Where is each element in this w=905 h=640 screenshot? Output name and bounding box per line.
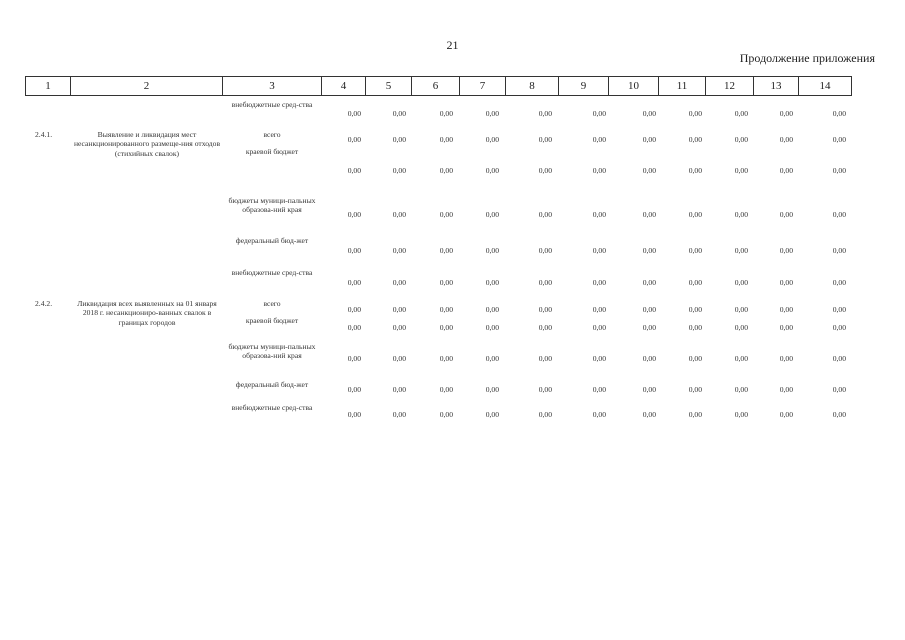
- value-cell: 0,00: [538, 385, 552, 394]
- value-cell: 0,00: [485, 246, 499, 255]
- value-cell: 0,00: [592, 278, 606, 287]
- row-label-municipal: бюджеты муници-пальных образова-ний края: [228, 196, 316, 215]
- value-cell: 0,00: [347, 246, 361, 255]
- value-cell: 0,00: [832, 354, 846, 363]
- section-code-2-4-1: 2.4.1.: [35, 130, 53, 139]
- value-cell: 0,00: [485, 166, 499, 175]
- value-cell: 0,00: [347, 385, 361, 394]
- value-cell: 0,00: [439, 166, 453, 175]
- col-header-8: 8: [506, 77, 559, 95]
- row-label-regional: краевой бюджет: [245, 316, 299, 325]
- row-label-offbudget: внебюджетные сред-ства: [231, 268, 313, 277]
- value-cell: 0,00: [832, 246, 846, 255]
- value-cell: 0,00: [642, 278, 656, 287]
- value-cell: 0,00: [538, 354, 552, 363]
- col-header-2: 2: [71, 77, 223, 95]
- value-cell: 0,00: [642, 166, 656, 175]
- value-cell: 0,00: [592, 210, 606, 219]
- value-cell: 0,00: [734, 246, 748, 255]
- value-cell: 0,00: [688, 166, 702, 175]
- value-cell: 0,00: [642, 109, 656, 118]
- value-cell: 0,00: [688, 410, 702, 419]
- value-cell: 0,00: [779, 323, 793, 332]
- value-cell: 0,00: [439, 323, 453, 332]
- value-cell: 0,00: [485, 385, 499, 394]
- value-cell: 0,00: [439, 109, 453, 118]
- value-cell: 0,00: [779, 305, 793, 314]
- value-cell: 0,00: [439, 278, 453, 287]
- col-header-7: 7: [460, 77, 506, 95]
- value-cell: 0,00: [439, 305, 453, 314]
- col-header-6: 6: [412, 77, 460, 95]
- value-cell: 0,00: [779, 109, 793, 118]
- section-name-2-4-1: Выявление и ликвидация мест несанкционированного размеще-ния отходов (стихийных свалок): [73, 130, 221, 158]
- value-cell: 0,00: [538, 166, 552, 175]
- value-cell: 0,00: [592, 109, 606, 118]
- value-cell: 0,00: [538, 410, 552, 419]
- value-cell: 0,00: [734, 323, 748, 332]
- value-cell: 0,00: [688, 278, 702, 287]
- value-cell: 0,00: [392, 385, 406, 394]
- col-header-14: 14: [819, 80, 831, 92]
- value-cell: 0,00: [592, 166, 606, 175]
- value-cell: 0,00: [688, 354, 702, 363]
- value-cell: 0,00: [538, 305, 552, 314]
- col-header-9: 9: [559, 77, 609, 95]
- value-cell: 0,00: [734, 166, 748, 175]
- value-cell: 0,00: [485, 278, 499, 287]
- value-cell: 0,00: [832, 109, 846, 118]
- value-cell: 0,00: [538, 323, 552, 332]
- value-cell: 0,00: [392, 305, 406, 314]
- value-cell: 0,00: [779, 246, 793, 255]
- value-cell: 0,00: [779, 166, 793, 175]
- row-label-offbudget: внебюджетные сред-ства: [231, 100, 313, 109]
- value-cell: 0,00: [392, 166, 406, 175]
- value-cell: 0,00: [485, 109, 499, 118]
- value-cell: 0,00: [688, 385, 702, 394]
- value-cell: 0,00: [485, 410, 499, 419]
- value-cell: 0,00: [642, 246, 656, 255]
- value-cell: 0,00: [642, 305, 656, 314]
- value-cell: 0,00: [734, 385, 748, 394]
- value-cell: 0,00: [642, 323, 656, 332]
- value-cell: 0,00: [392, 323, 406, 332]
- value-cell: 0,00: [832, 385, 846, 394]
- value-cell: 0,00: [347, 278, 361, 287]
- value-cell: 0,00: [832, 410, 846, 419]
- value-cell: 0,00: [688, 323, 702, 332]
- row-label-federal: федеральный бюд-жет: [235, 380, 309, 389]
- value-cell: 0,00: [734, 354, 748, 363]
- value-cell: 0,00: [734, 109, 748, 118]
- col-header-11: 11: [659, 77, 706, 95]
- value-cell: 0,00: [592, 246, 606, 255]
- row-label-offbudget: внебюджетные сред-ства: [231, 403, 313, 412]
- value-cell: 0,00: [779, 135, 793, 144]
- table-header: [25, 76, 852, 96]
- value-cell: 0,00: [688, 210, 702, 219]
- value-cell: 0,00: [592, 410, 606, 419]
- value-cell: 0,00: [688, 246, 702, 255]
- value-cell: 0,00: [642, 410, 656, 419]
- value-cell: 0,00: [538, 210, 552, 219]
- row-label-total: всего: [263, 299, 281, 308]
- value-cell: 0,00: [392, 135, 406, 144]
- value-cell: 0,00: [392, 210, 406, 219]
- value-cell: 0,00: [439, 210, 453, 219]
- value-cell: 0,00: [592, 354, 606, 363]
- value-cell: 0,00: [734, 278, 748, 287]
- value-cell: 0,00: [779, 354, 793, 363]
- col-header-12: 12: [706, 77, 754, 95]
- value-cell: 0,00: [439, 410, 453, 419]
- row-label-federal: федеральный бюд-жет: [235, 236, 309, 245]
- section-name-2-4-2: Ликвидация всех выявленных на 01 января 2018 г. несанкциониро-ванных свалок в границах городов: [77, 299, 217, 327]
- value-cell: 0,00: [392, 410, 406, 419]
- value-cell: 0,00: [592, 323, 606, 332]
- value-cell: 0,00: [832, 166, 846, 175]
- col-header-5: 5: [366, 77, 412, 95]
- value-cell: 0,00: [779, 278, 793, 287]
- value-cell: 0,00: [734, 410, 748, 419]
- value-cell: 0,00: [392, 278, 406, 287]
- value-cell: 0,00: [485, 354, 499, 363]
- row-label-municipal: бюджеты муници-пальных образова-ний края: [228, 342, 316, 361]
- value-cell: 0,00: [439, 135, 453, 144]
- value-cell: 0,00: [347, 305, 361, 314]
- value-cell: 0,00: [642, 385, 656, 394]
- value-cell: 0,00: [347, 410, 361, 419]
- value-cell: 0,00: [734, 305, 748, 314]
- value-cell: 0,00: [439, 246, 453, 255]
- value-cell: 0,00: [592, 385, 606, 394]
- col-header-1: 1: [26, 77, 71, 95]
- value-cell: 0,00: [779, 385, 793, 394]
- value-cell: 0,00: [592, 135, 606, 144]
- value-cell: 0,00: [485, 305, 499, 314]
- value-cell: 0,00: [734, 135, 748, 144]
- value-cell: 0,00: [779, 210, 793, 219]
- value-cell: 0,00: [688, 305, 702, 314]
- value-cell: 0,00: [642, 210, 656, 219]
- value-cell: 0,00: [832, 210, 846, 219]
- value-cell: 0,00: [392, 354, 406, 363]
- row-label-regional: краевой бюджет: [245, 147, 299, 156]
- value-cell: 0,00: [538, 278, 552, 287]
- value-cell: 0,00: [832, 135, 846, 144]
- value-cell: 0,00: [347, 323, 361, 332]
- value-cell: 0,00: [392, 109, 406, 118]
- value-cell: 0,00: [538, 135, 552, 144]
- value-cell: 0,00: [347, 354, 361, 363]
- value-cell: 0,00: [439, 385, 453, 394]
- value-cell: 0,00: [592, 305, 606, 314]
- value-cell: 0,00: [485, 323, 499, 332]
- value-cell: 0,00: [642, 354, 656, 363]
- value-cell: 0,00: [832, 323, 846, 332]
- value-cell: 0,00: [734, 210, 748, 219]
- value-cell: 0,00: [347, 135, 361, 144]
- section-code-2-4-2: 2.4.2.: [35, 299, 53, 308]
- page-number: 21: [446, 38, 459, 52]
- value-cell: 0,00: [688, 135, 702, 144]
- value-cell: 0,00: [347, 109, 361, 118]
- value-cell: 0,00: [779, 410, 793, 419]
- col-header-13: 13: [754, 77, 799, 95]
- value-cell: 0,00: [538, 109, 552, 118]
- row-label-total: всего: [263, 130, 281, 139]
- value-cell: 0,00: [832, 305, 846, 314]
- value-cell: 0,00: [392, 246, 406, 255]
- value-cell: 0,00: [485, 210, 499, 219]
- value-cell: 0,00: [688, 109, 702, 118]
- value-cell: 0,00: [832, 278, 846, 287]
- continuation-caption: Продолжение приложения: [739, 51, 875, 65]
- value-cell: 0,00: [439, 354, 453, 363]
- value-cell: 0,00: [485, 135, 499, 144]
- col-header-3: 3: [223, 77, 322, 95]
- value-cell: 0,00: [347, 210, 361, 219]
- value-cell: 0,00: [347, 166, 361, 175]
- value-cell: 0,00: [538, 246, 552, 255]
- value-cell: 0,00: [642, 135, 656, 144]
- col-header-4: 4: [322, 77, 366, 95]
- col-header-10: 10: [609, 77, 659, 95]
